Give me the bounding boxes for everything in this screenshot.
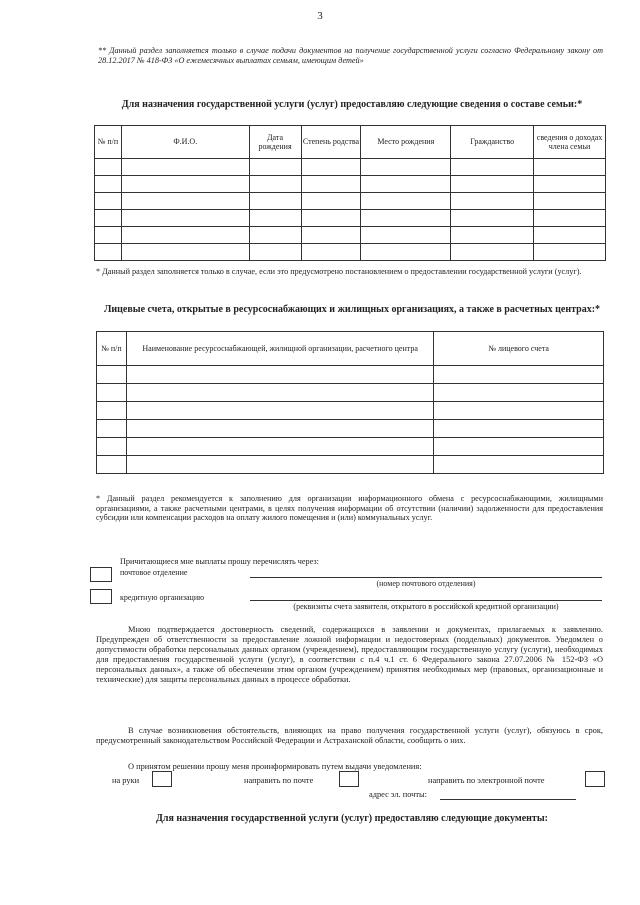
notify-email-label: направить по электронной почте	[428, 776, 545, 785]
accounts-section-title: Лицевые счета, открытые в ресурсоснабжающих и жилищных организациях, а также в расчетных центрах:*	[103, 304, 601, 315]
family-header-citizenship: Гражданство	[451, 126, 534, 159]
table-row	[97, 456, 604, 474]
documents-section-title: Для назначения государственной услуги (услуг) предоставляю следующие документы:	[155, 813, 548, 824]
page-number: 3	[317, 10, 323, 22]
family-header-name: Ф.И.О.	[121, 126, 249, 159]
bank-caption: (реквизиты счета заявителя, открытого в российской кредитной организации)	[293, 602, 559, 611]
table-row	[97, 402, 604, 420]
family-header-num: № п/п	[95, 126, 122, 159]
table-row	[97, 384, 604, 402]
bank-details-line[interactable]	[250, 600, 602, 601]
table-row	[95, 193, 606, 210]
email-address-label: адрес эл. почты:	[369, 790, 427, 799]
table-row	[95, 159, 606, 176]
accounts-footnote: * Данный раздел рекомендуется к заполнению для организации информационного обмена с ресурсоснабжающими, жилищными организациями, а также расчетными центрами, в целях получения информации об отсутствии (наличии) задолженности для предоставления субсидии или компенсации расходов на оплату жилого помещения и (или) коммунальных услуг.	[96, 494, 603, 523]
accounts-table	[96, 331, 604, 474]
post-office-checkbox[interactable]	[90, 567, 112, 582]
family-header-birthplace: Место рождения	[361, 126, 451, 159]
table-row	[97, 420, 604, 438]
email-address-line[interactable]	[440, 799, 576, 800]
family-section-title: Для назначения государственной услуги (услуг) предоставляю следующие сведения о составе семьи:*	[121, 99, 583, 110]
bank-checkbox[interactable]	[90, 589, 112, 604]
post-office-label: почтовое отделение	[120, 568, 188, 577]
notify-hand-checkbox[interactable]	[152, 771, 172, 787]
table-row	[95, 244, 606, 261]
table-row	[95, 176, 606, 193]
accounts-header-account: № лицевого счета	[434, 332, 604, 366]
obligation-paragraph: В случае возникновения обстоятельств, влияющих на право получения государственной услуги (услуг), обязуюсь в срок, предусмотренный законодательством Российской Федерации и Астраханской области, сообщить о них.	[96, 726, 603, 746]
accounts-header-num: № п/п	[97, 332, 127, 366]
top-footnote: ** Данный раздел заполняется только в случае подачи документов на получение государственной услуги согласно Федеральному закону от 28.12.2017 № 418-ФЗ «О ежемесячных выплатах семьям, имеющим детей»	[98, 46, 603, 65]
family-header-relation: Степень родства	[301, 126, 361, 159]
payment-intro: Причитающиеся мне выплаты прошу перечислять через:	[120, 557, 319, 566]
notify-post-label: направить по почте	[244, 776, 314, 785]
family-header-birthdate: Дата рождения	[249, 126, 301, 159]
notify-post-checkbox[interactable]	[339, 771, 359, 787]
post-office-number-line[interactable]	[250, 577, 602, 578]
table-row	[97, 438, 604, 456]
post-office-caption: (номер почтового отделения)	[376, 579, 476, 588]
confirmation-paragraph: Мною подтверждается достоверность сведений, содержащихся в заявлении и документах, прилагаемых к заявлению. Предупрежден об ответственности за предоставление ложной информации и недостоверных (поддельных) документов. Уведомлен о допустимости обработки персональных данных органом (учреждением), предоставляющим государственную услугу (услуги), необходимых для предоставления государственной услуги (услуг), в соответствии с п.4 ч.1 ст. 6 Федерального закона 27.07.2006 № 152-ФЗ «О персональных данных», а также об обеспечении этим органом (учреждением) принятия необходимых мер (правовых, организационные и технические) для защиты персональных данных в процессе обработки.	[96, 625, 603, 685]
bank-label: кредитную организацию	[120, 593, 205, 602]
notify-hand-label: на руки	[112, 776, 140, 785]
accounts-header-org: Наименование ресурсоснабжающей, жилищной организации, расчетного центра	[126, 332, 433, 366]
notify-email-checkbox[interactable]	[585, 771, 605, 787]
table-row	[95, 227, 606, 244]
family-footnote: * Данный раздел заполняется только в случае, если это предусмотрено постановлением о предоставлении государственной услуги (услуг).	[96, 267, 582, 276]
table-row	[97, 366, 604, 384]
table-row	[95, 210, 606, 227]
family-table	[94, 125, 606, 261]
notify-intro: О принятом решении прошу меня проинформировать путем выдачи уведомления:	[128, 762, 422, 771]
family-header-income: сведения о доходах члена семьи	[534, 126, 606, 159]
